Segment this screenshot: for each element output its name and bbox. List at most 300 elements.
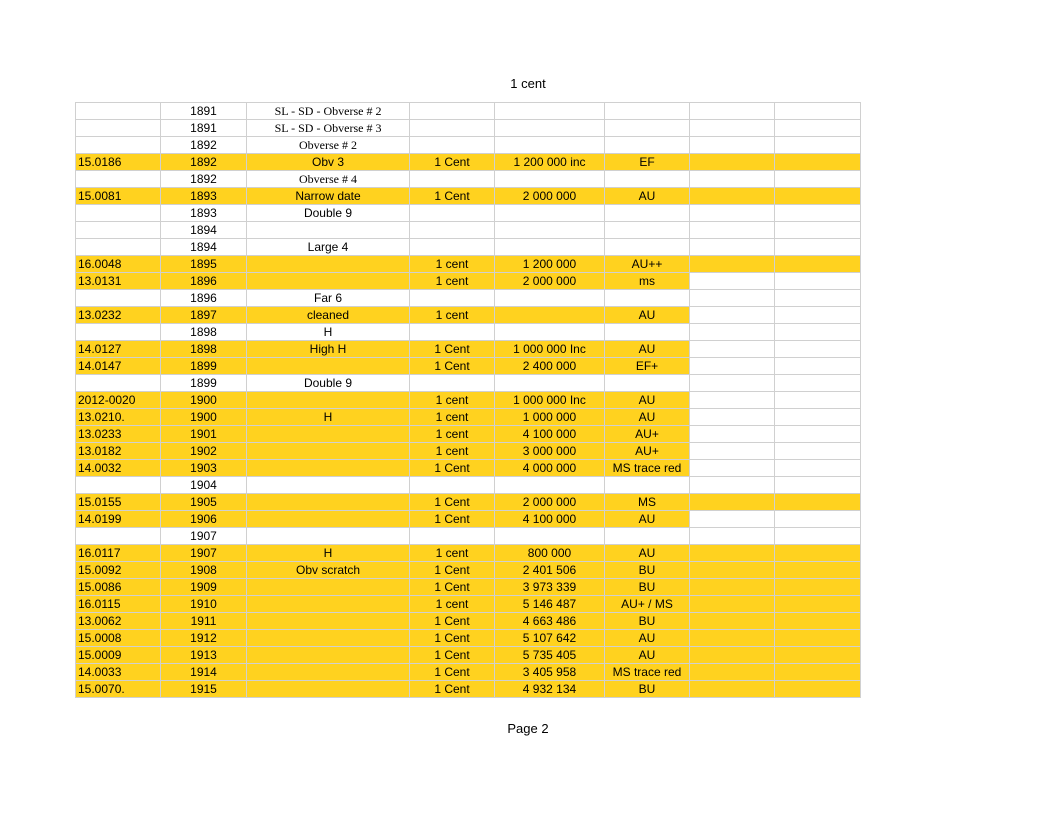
blank-cell[interactable] [690,154,775,171]
table-row [76,324,861,341]
mintage-cell[interactable] [495,222,605,239]
catalog-id-cell[interactable]: 14.0147 [76,358,161,375]
denomination-cell[interactable]: 1 cent [410,545,495,562]
variety-cell[interactable] [247,681,410,698]
table-row [76,273,861,290]
blank-cell[interactable] [690,205,775,222]
blank-cell[interactable] [690,120,775,137]
blank-cell[interactable] [690,392,775,409]
year-cell[interactable]: 1896 [161,290,247,307]
catalog-id-cell[interactable]: 13.0131 [76,273,161,290]
blank-cell[interactable] [775,239,861,256]
grade-cell[interactable]: EF+ [605,358,690,375]
catalog-id-cell[interactable]: 15.0092 [76,562,161,579]
denomination-cell[interactable]: 1 cent [410,392,495,409]
variety-cell[interactable] [247,256,410,273]
mintage-cell[interactable] [495,477,605,494]
blank-cell[interactable] [690,613,775,630]
mintage-cell[interactable]: 2 401 506 [495,562,605,579]
catalog-id-cell[interactable]: 14.0127 [76,341,161,358]
grade-cell[interactable]: AU+ [605,443,690,460]
blank-cell[interactable] [690,103,775,120]
mintage-cell[interactable] [495,307,605,324]
mintage-cell[interactable]: 4 100 000 [495,426,605,443]
mintage-cell[interactable]: 1 200 000 inc [495,154,605,171]
denomination-cell[interactable] [410,120,495,137]
catalog-id-cell[interactable] [76,324,161,341]
blank-cell[interactable] [775,375,861,392]
catalog-id-cell[interactable]: 14.0033 [76,664,161,681]
denomination-cell[interactable] [410,477,495,494]
denomination-cell[interactable]: 1 Cent [410,630,495,647]
denomination-cell[interactable]: 1 cent [410,443,495,460]
catalog-id-cell[interactable] [76,239,161,256]
grade-cell[interactable]: AU+ / MS [605,596,690,613]
grade-cell[interactable]: ms [605,273,690,290]
blank-cell[interactable] [690,239,775,256]
table-row [76,477,861,494]
year-cell[interactable]: 1899 [161,358,247,375]
catalog-id-cell[interactable] [76,205,161,222]
catalog-id-cell[interactable] [76,290,161,307]
grade-cell[interactable]: AU [605,647,690,664]
variety-cell[interactable]: Narrow date [247,188,410,205]
table-row [76,137,861,154]
year-cell[interactable]: 1903 [161,460,247,477]
year-cell[interactable]: 1896 [161,273,247,290]
variety-cell[interactable] [247,460,410,477]
blank-cell[interactable] [690,409,775,426]
variety-cell[interactable]: Obverse # 4 [247,171,410,188]
grade-cell[interactable]: AU [605,307,690,324]
variety-cell[interactable] [247,613,410,630]
mintage-cell[interactable] [495,171,605,188]
blank-cell[interactable] [775,562,861,579]
mintage-cell[interactable]: 1 000 000 Inc [495,341,605,358]
catalog-id-cell[interactable] [76,477,161,494]
blank-cell[interactable] [775,460,861,477]
catalog-id-cell[interactable]: 15.0155 [76,494,161,511]
table-row [76,562,861,579]
variety-cell[interactable]: H [247,324,410,341]
mintage-cell[interactable]: 2 000 000 [495,273,605,290]
mintage-cell[interactable] [495,137,605,154]
grade-cell[interactable] [605,528,690,545]
grade-cell[interactable]: AU++ [605,256,690,273]
mintage-cell[interactable]: 1 000 000 Inc [495,392,605,409]
catalog-id-cell[interactable] [76,222,161,239]
blank-cell[interactable] [775,120,861,137]
catalog-id-cell[interactable] [76,375,161,392]
grade-cell[interactable] [605,171,690,188]
year-cell[interactable]: 1895 [161,256,247,273]
blank-cell[interactable] [690,647,775,664]
catalog-id-cell[interactable] [76,528,161,545]
variety-cell[interactable]: cleaned [247,307,410,324]
variety-cell[interactable] [247,528,410,545]
mintage-cell[interactable]: 5 146 487 [495,596,605,613]
blank-cell[interactable] [690,426,775,443]
blank-cell[interactable] [775,137,861,154]
mintage-cell[interactable] [495,324,605,341]
denomination-cell[interactable] [410,324,495,341]
denomination-cell[interactable] [410,103,495,120]
mintage-cell[interactable] [495,290,605,307]
denomination-cell[interactable]: 1 Cent [410,562,495,579]
denomination-cell[interactable]: 1 Cent [410,341,495,358]
blank-cell[interactable] [775,171,861,188]
table-row [76,579,861,596]
denomination-cell[interactable] [410,222,495,239]
year-cell[interactable]: 1892 [161,154,247,171]
year-cell[interactable]: 1894 [161,239,247,256]
variety-cell[interactable] [247,494,410,511]
denomination-cell[interactable] [410,528,495,545]
variety-cell[interactable]: Far 6 [247,290,410,307]
blank-cell[interactable] [690,188,775,205]
year-cell[interactable]: 1915 [161,681,247,698]
variety-cell[interactable] [247,392,410,409]
denomination-cell[interactable]: 1 Cent [410,154,495,171]
blank-cell[interactable] [690,341,775,358]
denomination-cell[interactable]: 1 Cent [410,460,495,477]
blank-cell[interactable] [690,630,775,647]
table-row [76,460,861,477]
blank-cell[interactable] [775,511,861,528]
catalog-id-cell[interactable]: 2012-0020 [76,392,161,409]
blank-cell[interactable] [690,222,775,239]
mintage-cell[interactable]: 5 107 642 [495,630,605,647]
mintage-cell[interactable]: 3 000 000 [495,443,605,460]
blank-cell[interactable] [690,375,775,392]
denomination-cell[interactable] [410,375,495,392]
grade-cell[interactable]: BU [605,681,690,698]
catalog-id-cell[interactable]: 15.0186 [76,154,161,171]
blank-cell[interactable] [690,681,775,698]
mintage-cell[interactable] [495,205,605,222]
denomination-cell[interactable]: 1 Cent [410,511,495,528]
mintage-cell[interactable]: 4 000 000 [495,460,605,477]
mintage-cell[interactable]: 4 663 486 [495,613,605,630]
variety-cell[interactable] [247,477,410,494]
mintage-cell[interactable]: 1 000 000 [495,409,605,426]
year-cell[interactable]: 1907 [161,545,247,562]
variety-cell[interactable] [247,426,410,443]
catalog-id-cell[interactable]: 13.0233 [76,426,161,443]
year-cell[interactable]: 1905 [161,494,247,511]
variety-cell[interactable]: Double 9 [247,205,410,222]
mintage-cell[interactable]: 3 973 339 [495,579,605,596]
grade-cell[interactable]: AU [605,630,690,647]
blank-cell[interactable] [690,307,775,324]
variety-cell[interactable]: SL - SD - Obverse # 3 [247,120,410,137]
table-row [76,290,861,307]
grade-cell[interactable]: MS trace red [605,460,690,477]
variety-cell[interactable] [247,579,410,596]
mintage-cell[interactable] [495,120,605,137]
catalog-id-cell[interactable]: 14.0199 [76,511,161,528]
year-cell[interactable]: 1901 [161,426,247,443]
blank-cell[interactable] [775,222,861,239]
catalog-id-cell[interactable]: 15.0008 [76,630,161,647]
blank-cell[interactable] [690,273,775,290]
year-cell[interactable]: 1909 [161,579,247,596]
table-row [76,443,861,460]
variety-cell[interactable]: Large 4 [247,239,410,256]
year-cell[interactable]: 1899 [161,375,247,392]
variety-cell[interactable] [247,647,410,664]
denomination-cell[interactable] [410,239,495,256]
denomination-cell[interactable]: 1 cent [410,596,495,613]
grade-cell[interactable]: BU [605,613,690,630]
blank-cell[interactable] [775,154,861,171]
mintage-cell[interactable] [495,239,605,256]
blank-cell[interactable] [690,664,775,681]
blank-cell[interactable] [690,171,775,188]
table-row [76,256,861,273]
variety-cell[interactable] [247,273,410,290]
blank-cell[interactable] [690,460,775,477]
grade-cell[interactable] [605,239,690,256]
mintage-cell[interactable]: 2 000 000 [495,494,605,511]
denomination-cell[interactable]: 1 cent [410,426,495,443]
grade-cell[interactable] [605,120,690,137]
catalog-id-cell[interactable] [76,171,161,188]
year-cell[interactable]: 1911 [161,613,247,630]
year-cell[interactable]: 1893 [161,205,247,222]
blank-cell[interactable] [775,528,861,545]
year-cell[interactable]: 1906 [161,511,247,528]
catalog-id-cell[interactable]: 15.0009 [76,647,161,664]
table-row [76,630,861,647]
blank-cell[interactable] [775,545,861,562]
grade-cell[interactable]: EF [605,154,690,171]
grade-cell[interactable]: AU [605,511,690,528]
year-cell[interactable]: 1902 [161,443,247,460]
mintage-cell[interactable]: 800 000 [495,545,605,562]
denomination-cell[interactable]: 1 Cent [410,664,495,681]
grade-cell[interactable] [605,477,690,494]
blank-cell[interactable] [690,290,775,307]
catalog-id-cell[interactable] [76,137,161,154]
blank-cell[interactable] [775,341,861,358]
year-cell[interactable]: 1904 [161,477,247,494]
denomination-cell[interactable] [410,171,495,188]
blank-cell[interactable] [775,613,861,630]
blank-cell[interactable] [775,205,861,222]
blank-cell[interactable] [775,647,861,664]
catalog-id-cell[interactable]: 16.0115 [76,596,161,613]
mintage-cell[interactable]: 4 100 000 [495,511,605,528]
variety-cell[interactable] [247,358,410,375]
year-cell[interactable]: 1912 [161,630,247,647]
blank-cell[interactable] [690,545,775,562]
grade-cell[interactable] [605,290,690,307]
blank-cell[interactable] [775,188,861,205]
mintage-cell[interactable] [495,103,605,120]
catalog-id-cell[interactable]: 13.0062 [76,613,161,630]
page-number: Page 2 [507,721,549,736]
grade-cell[interactable] [605,375,690,392]
grade-cell[interactable] [605,137,690,154]
blank-cell[interactable] [775,579,861,596]
blank-cell[interactable] [775,494,861,511]
catalog-id-cell[interactable]: 16.0117 [76,545,161,562]
variety-cell[interactable]: High H [247,341,410,358]
year-cell[interactable]: 1907 [161,528,247,545]
year-cell[interactable]: 1898 [161,341,247,358]
blank-cell[interactable] [775,409,861,426]
year-cell[interactable]: 1891 [161,120,247,137]
blank-cell[interactable] [775,477,861,494]
blank-cell[interactable] [775,307,861,324]
denomination-cell[interactable]: 1 Cent [410,494,495,511]
blank-cell[interactable] [690,137,775,154]
grade-cell[interactable] [605,222,690,239]
blank-cell[interactable] [690,256,775,273]
denomination-cell[interactable] [410,137,495,154]
catalog-id-cell[interactable]: 16.0048 [76,256,161,273]
year-cell[interactable]: 1900 [161,409,247,426]
variety-cell[interactable] [247,222,410,239]
grade-cell[interactable]: AU [605,409,690,426]
blank-cell[interactable] [775,681,861,698]
catalog-id-cell[interactable]: 15.0070. [76,681,161,698]
denomination-cell[interactable]: 1 Cent [410,681,495,698]
denomination-cell[interactable]: 1 Cent [410,188,495,205]
blank-cell[interactable] [775,324,861,341]
grade-cell[interactable]: BU [605,562,690,579]
denomination-cell[interactable] [410,290,495,307]
year-cell[interactable]: 1898 [161,324,247,341]
variety-cell[interactable] [247,596,410,613]
denomination-cell[interactable] [410,205,495,222]
catalog-id-cell[interactable]: 15.0086 [76,579,161,596]
variety-cell[interactable] [247,511,410,528]
grade-cell[interactable] [605,205,690,222]
variety-cell[interactable]: Double 9 [247,375,410,392]
grade-cell[interactable]: AU [605,545,690,562]
year-cell[interactable]: 1913 [161,647,247,664]
catalog-id-cell[interactable]: 14.0032 [76,460,161,477]
blank-cell[interactable] [775,664,861,681]
grade-cell[interactable]: MS trace red [605,664,690,681]
grade-cell[interactable]: AU [605,188,690,205]
year-cell[interactable]: 1897 [161,307,247,324]
blank-cell[interactable] [775,273,861,290]
denomination-cell[interactable]: 1 cent [410,307,495,324]
year-cell[interactable]: 1894 [161,222,247,239]
blank-cell[interactable] [690,443,775,460]
table-row [76,545,861,562]
mintage-cell[interactable] [495,528,605,545]
blank-cell[interactable] [690,358,775,375]
year-cell[interactable]: 1908 [161,562,247,579]
mintage-cell[interactable] [495,375,605,392]
blank-cell[interactable] [690,562,775,579]
grade-cell[interactable]: AU [605,341,690,358]
variety-cell[interactable]: Obv scratch [247,562,410,579]
table-row [76,613,861,630]
blank-cell[interactable] [775,256,861,273]
blank-cell[interactable] [775,443,861,460]
year-cell[interactable]: 1910 [161,596,247,613]
variety-cell[interactable]: SL - SD - Obverse # 2 [247,103,410,120]
blank-cell[interactable] [775,392,861,409]
year-cell[interactable]: 1891 [161,103,247,120]
denomination-cell[interactable]: 1 cent [410,409,495,426]
blank-cell[interactable] [775,103,861,120]
year-cell[interactable]: 1900 [161,392,247,409]
blank-cell[interactable] [690,528,775,545]
denomination-cell[interactable]: 1 Cent [410,358,495,375]
grade-cell[interactable] [605,103,690,120]
table-row [76,647,861,664]
blank-cell[interactable] [690,511,775,528]
grade-cell[interactable]: MS [605,494,690,511]
blank-cell[interactable] [775,426,861,443]
blank-cell[interactable] [775,358,861,375]
denomination-cell[interactable]: 1 cent [410,256,495,273]
table-row [76,103,861,120]
year-cell[interactable]: 1892 [161,171,247,188]
catalog-id-cell[interactable] [76,120,161,137]
grade-cell[interactable]: BU [605,579,690,596]
denomination-cell[interactable]: 1 Cent [410,613,495,630]
variety-cell[interactable] [247,443,410,460]
variety-cell[interactable]: Obv 3 [247,154,410,171]
blank-cell[interactable] [690,494,775,511]
blank-cell[interactable] [775,630,861,647]
variety-cell[interactable]: Obverse # 2 [247,137,410,154]
denomination-cell[interactable]: 1 Cent [410,647,495,664]
blank-cell[interactable] [690,477,775,494]
table-row [76,681,861,698]
mintage-cell[interactable]: 3 405 958 [495,664,605,681]
blank-cell[interactable] [690,324,775,341]
mintage-cell[interactable]: 5 735 405 [495,647,605,664]
spreadsheet-table [75,102,861,698]
variety-cell[interactable]: H [247,545,410,562]
denomination-cell[interactable]: 1 cent [410,273,495,290]
year-cell[interactable]: 1914 [161,664,247,681]
table-row [76,528,861,545]
year-cell[interactable]: 1893 [161,188,247,205]
variety-cell[interactable] [247,630,410,647]
mintage-cell[interactable]: 1 200 000 [495,256,605,273]
mintage-cell[interactable]: 4 932 134 [495,681,605,698]
table-row [76,307,861,324]
catalog-id-cell[interactable]: 13.0182 [76,443,161,460]
variety-cell[interactable]: H [247,409,410,426]
grade-cell[interactable]: AU+ [605,426,690,443]
blank-cell[interactable] [690,579,775,596]
variety-cell[interactable] [247,664,410,681]
catalog-id-cell[interactable]: 15.0081 [76,188,161,205]
blank-cell[interactable] [775,290,861,307]
mintage-cell[interactable]: 2 400 000 [495,358,605,375]
catalog-id-cell[interactable] [76,103,161,120]
year-cell[interactable]: 1892 [161,137,247,154]
mintage-cell[interactable]: 2 000 000 [495,188,605,205]
grade-cell[interactable] [605,324,690,341]
denomination-cell[interactable]: 1 Cent [410,579,495,596]
catalog-id-cell[interactable]: 13.0210. [76,409,161,426]
grade-cell[interactable]: AU [605,392,690,409]
blank-cell[interactable] [775,596,861,613]
catalog-id-cell[interactable]: 13.0232 [76,307,161,324]
blank-cell[interactable] [690,596,775,613]
